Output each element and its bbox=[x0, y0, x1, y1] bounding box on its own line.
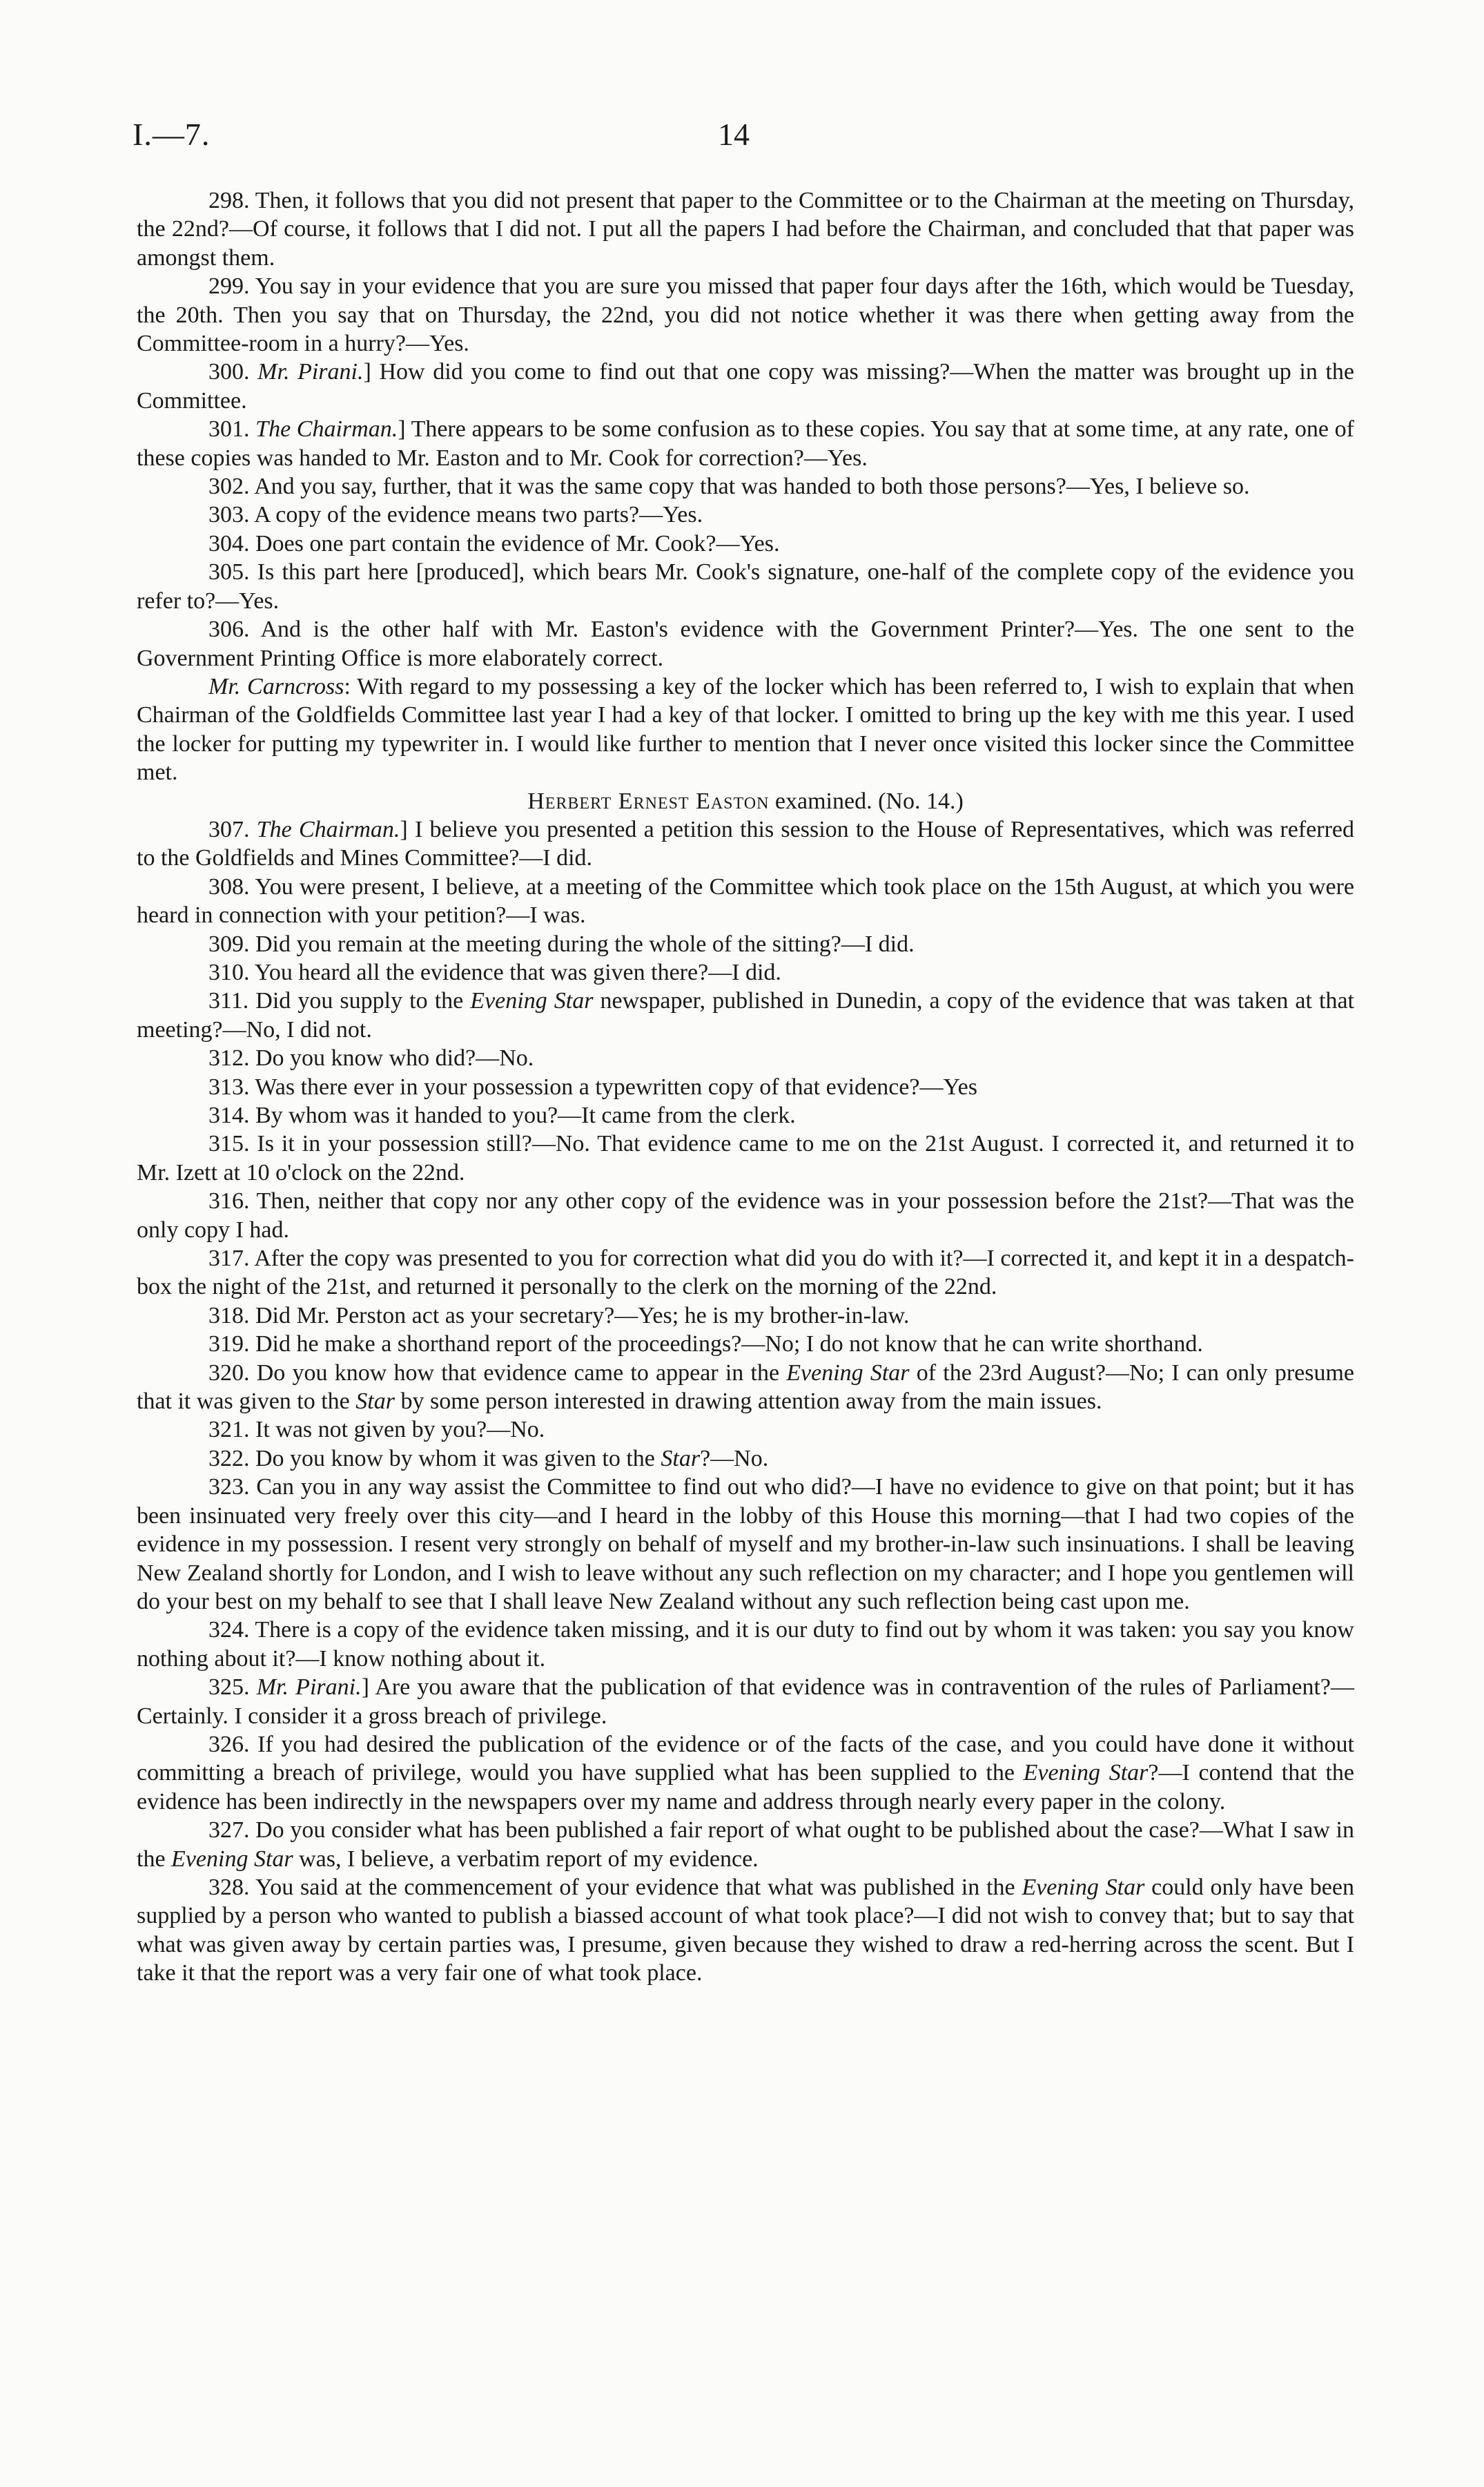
paragraph-308: 308. You were present, I believe, at a meeting of the Committee which took place on the 15th August, at which you were heard in connection with your petition?—I was. bbox=[137, 873, 1354, 929]
paragraph-313: 313. Was there ever in your possession a typewritten copy of that evidence?—Yes bbox=[208, 1074, 977, 1100]
paragraph-312: 312. Do you know who did?—No. bbox=[208, 1045, 534, 1072]
paragraph-321: 321. It was not given by you?—No. bbox=[208, 1417, 545, 1443]
page-number: 14 bbox=[718, 117, 750, 152]
paragraph-315: 315. Is it in your possession still?—No. That evidence came to me on the 21st August. I corrected it, and returned it to Mr. Izett at 10 o'clock on the 22nd. bbox=[137, 1131, 1354, 1186]
witness-heading-text: examined. (No. 14.) bbox=[774, 788, 964, 814]
paragraph-303: 303. A copy of the evidence means two parts?—Yes. bbox=[208, 502, 703, 528]
paragraph-323: 323. Can you in any way assist the Committee to find out who did?—I have no evidence to give on that point; but it has been insinuated very freely over this city—and I heard in the lobby of this House this morning—that I had two copies of the evidence in my possession. I resent very strongly on behalf of myself and my brother-in-law such insinuations. I shall be leaving New Zealand shortly for London, and I wish to leave without any such reflection on my character; and I hope you gentlemen will do your best on my behalf to see that I shall leave New Zealand without any such reflection being cast upon me. bbox=[137, 1474, 1354, 1614]
paragraph-320: 320. Do you know how that evidence came to appear in the Evening Star of the 23rd August?—No; I can only presume that it was given to the Star by some person interested in drawing attention away from the main issues. bbox=[137, 1359, 1355, 1415]
paragraph-306: 306. And is the other half with Mr. Easton's evidence with the Government Printer?—Yes. The one sent to the Government Printing Office is more elaborately correct. bbox=[137, 617, 1354, 671]
paragraph-307: 307. The Chairman.] I believe you presented a petition this session to the House of Representatives, which was referred to the Goldfields and Mines Committee?—I did. bbox=[137, 816, 1354, 871]
paragraph-325: 325. Mr. Pirani.] Are you aware that the publication of that evidence was in contravention of the rules of Parliament?—Certainly. I consider it a gross breach of privilege. bbox=[137, 1674, 1354, 1729]
paragraph-311: 311. Did you supply to the Evening Star newspaper, published in Dunedin, a copy of the evidence that was taken at that meeting?—No, I did not. bbox=[137, 988, 1354, 1043]
paragraph-statement-carncross: Mr. Carncross: With regard to my possessing a key of the locker which has been referred to, I wish to explain that when Chairman of the Goldfields Committee last year I had a key of that locker. I omitted to bring up the key with me this year. I used the locker for putting my typewriter in. I would like further to mention that I never once visited this locker since the Committee met. bbox=[137, 673, 1354, 786]
paragraph-319: 319. Did he make a shorthand report of the proceedings?—No; I do not know that he can write shorthand. bbox=[208, 1331, 1203, 1357]
paragraph-316: 316. Then, neither that copy nor any other copy of the evidence was in your possession before the 21st?—That was the only copy I had. bbox=[137, 1188, 1354, 1243]
paragraph-314: 314. By whom was it handed to you?—It came from the clerk. bbox=[208, 1103, 796, 1128]
page-reference: I.—7. bbox=[133, 117, 211, 152]
paragraph-300: 300. Mr. Pirani.] How did you come to find out that one copy was missing?—When the matter was brought up in the Committee. bbox=[137, 359, 1355, 414]
paragraph-309: 309. Did you remain at the meeting during the whole of the sitting?—I did. bbox=[208, 931, 915, 957]
paragraph-328: 328. You said at the commencement of your evidence that what was published in the Evening Star could only have been supplied by a person who wanted to publish a biassed account of what took place?—I did not wish to convey that; but to say that what was given away by certain parties was, I presume, given because they wished to draw a red-herring across the scent. But I take it that the report was a very fair one of what took place. bbox=[137, 1874, 1354, 1986]
paragraph-326: 326. If you had desired the publication of the evidence or of the facts of the case, and you could have done it without committing a breach of privilege, would you have supplied what has been supplied to the Evening Star?—I contend that the evidence has been indirectly in the newspapers over my name and address through nearly every paper in the colony. bbox=[137, 1731, 1354, 1815]
paragraph-299: 299. You say in your evidence that you are sure you missed that paper four days after the 16th, which would be Tuesday, the 20th. Then you say that on Thursday, the 22nd, you did not notice whether it was there when getting away from the Committee-room in a hurry?—Yes. bbox=[137, 273, 1354, 357]
paragraph-318: 318. Did Mr. Perston act as your secretary?—Yes; he is my brother-in-law. bbox=[208, 1302, 910, 1328]
paragraph-301: 301. The Chairman.] There appears to be some confusion as to these copies. You say that at some time, at any rate, one of these copies was handed to Mr. Easton and to Mr. Cook for correction?—Yes. bbox=[137, 416, 1354, 471]
paragraph-310: 310. You heard all the evidence that was given there?—I did. bbox=[208, 959, 781, 985]
paragraph-324: 324. There is a copy of the evidence taken missing, and it is our duty to find out by whom it was taken: you say you know nothing about it?—I know nothing about it. bbox=[137, 1617, 1354, 1672]
witness-name: Herbert Ernest Easton bbox=[527, 788, 770, 814]
paragraph-305: 305. Is this part here [produced], which bears Mr. Cook's signature, one-half of the complete copy of the evidence you refer to?—Yes. bbox=[137, 559, 1354, 614]
paragraph-317: 317. After the copy was presented to you for correction what did you do with it?—I corrected it, and kept it in a despatch-box the night of the 21st, and returned it personally to the clerk on the morning of the 22nd. bbox=[137, 1246, 1354, 1300]
body-text bbox=[137, 186, 1354, 1988]
paragraph-304: 304. Does one part contain the evidence of Mr. Cook?—Yes. bbox=[208, 530, 780, 557]
paragraph-322: 322. Do you know by whom it was given to the Star?—No. bbox=[208, 1445, 769, 1471]
paragraph-327: 327. Do you consider what has been published a fair report of what ought to be published about the case?—What I saw in the Evening Star was, I believe, a verbatim report of my evidence. bbox=[137, 1817, 1354, 1872]
witness-heading bbox=[137, 787, 1354, 815]
paragraph-302: 302. And you say, further, that it was the same copy that was handed to both those persons?—Yes, I believe so. bbox=[208, 474, 1250, 500]
paragraph-298: 298. Then, it follows that you did not present that paper to the Committee or to the Chairman at the meeting on Thursday, the 22nd?—Of course, it follows that I did not. I put all the papers I had before the Chairman, and concluded that that paper was amongst them. bbox=[137, 188, 1354, 271]
